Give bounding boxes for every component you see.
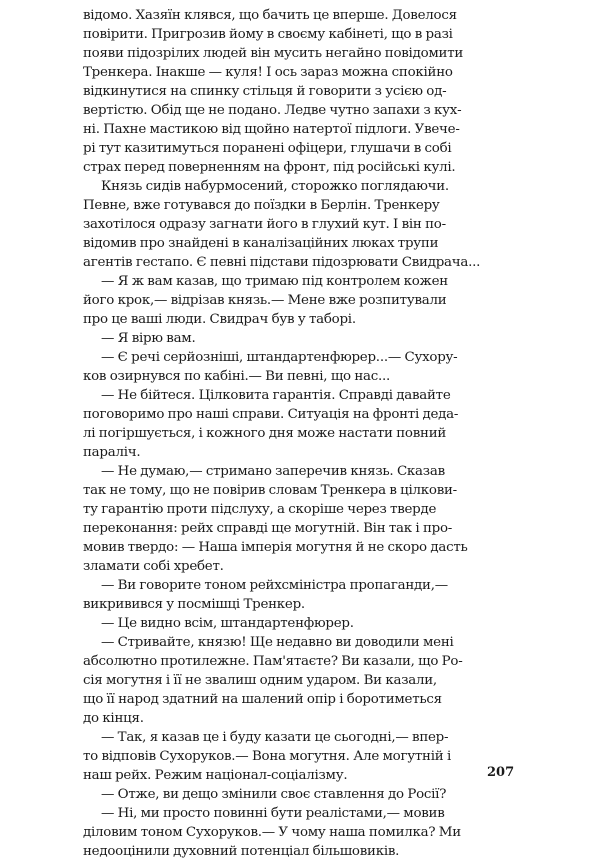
text-line-22: поговоримо про наші справи. Ситуація на фронті деда- bbox=[83, 407, 459, 422]
text-line-30: зламати собі хребет. bbox=[83, 559, 224, 574]
text-line-39: — Так, я казав це і буду казати це сьогодні,— впер- bbox=[101, 730, 449, 745]
text-line-24: параліч. bbox=[83, 445, 141, 460]
text-line-20: ков озирнувся по кабіні.— Ви певні, що нас... bbox=[83, 369, 391, 384]
text-line-35: абсолютно протилежне. Пам'ятаєте? Ви казали, що Ро- bbox=[83, 654, 463, 669]
text-line-43: — Ні, ми просто повинні бути реалістами,— мовив bbox=[101, 806, 445, 821]
text-line-12: захотілося одразу загнати його в глухий кут. І він по- bbox=[83, 217, 446, 232]
text-line-3: появи підозрілих людей він мусить негайно повідомити bbox=[83, 46, 464, 61]
text-line-18: — Я вірю вам. bbox=[101, 331, 196, 346]
text-line-37: що її народ здатний на шалений опір і боротиметься bbox=[83, 692, 442, 707]
text-line-9: страх перед поверненням на фронт, під російські кулі. bbox=[83, 160, 456, 175]
text-line-10: Князь сидів набурмосений, сторожко поглядаючи. bbox=[101, 179, 449, 194]
text-line-26: так не тому, що не повірив словам Тренкера в цілкови- bbox=[83, 483, 457, 498]
text-line-40: то відповів Сухоруков.— Вона могутня. Але могутній і bbox=[83, 749, 451, 764]
book-page-text bbox=[83, 6, 513, 861]
text-line-4: Тренкера. Інакше — куля! І ось зараз можна спокійно bbox=[83, 65, 453, 80]
text-line-15: — Я ж вам казав, що тримаю під контролем кожен bbox=[101, 274, 448, 289]
text-line-28: переконання: рейх справді ще могутній. Він так і про- bbox=[83, 521, 453, 536]
text-line-32: викривився у посмішці Тренкер. bbox=[83, 597, 305, 612]
text-line-11: Певне, вже готувався до поїздки в Берлін. Тренкеру bbox=[83, 198, 440, 213]
text-line-2: повірити. Пригрозив йому в своєму кабінеті, що в разі bbox=[83, 27, 453, 42]
text-line-36: сія могутня і її не звалиш одним ударом. Ви казали, bbox=[83, 673, 437, 688]
text-line-27: ту гарантію проти підслуху, а скоріше через тверде bbox=[83, 502, 437, 517]
text-line-33: — Це видно всім, штандартенфюрер. bbox=[101, 616, 354, 631]
text-line-42: — Отже, ви дещо змінили своє ставлення до Росії? bbox=[101, 787, 447, 802]
text-line-38: до кінця. bbox=[83, 711, 144, 726]
text-line-41: наш рейх. Режим націонал-соціалізму. bbox=[83, 768, 348, 783]
text-line-8: рі тут казитимуться поранені офіцери, глушачи в собі bbox=[83, 141, 452, 156]
text-line-1: відомо. Хазяїн клявся, що бачить це вперше. Довелося bbox=[83, 8, 457, 23]
text-line-13: відомив про знайдені в каналізаційних люках трупи bbox=[83, 236, 439, 251]
text-line-29: мовив твердо: — Наша імперія могутня й не скоро дасть bbox=[83, 540, 468, 555]
text-line-45: недооцінили духовний потенціал більшовиків. bbox=[83, 844, 400, 859]
text-line-7: ні. Пахне мастикою від щойно натертої підлоги. Увече- bbox=[83, 122, 460, 137]
text-line-16: його крок,— відрізав князь.— Мене вже розпитували bbox=[83, 293, 447, 308]
text-line-17: про це ваші люди. Свидрач був у таборі. bbox=[83, 312, 356, 327]
text-line-21: — Не бійтеся. Цілковита гарантія. Справді давайте bbox=[101, 388, 451, 403]
text-line-34: — Стривайте, князю! Ще недавно ви доводили мені bbox=[101, 635, 454, 650]
text-line-31: — Ви говорите тоном рейхсміністра пропаганди,— bbox=[101, 578, 448, 593]
text-line-19: — Є речі серйозніші, штандартенфюрер...— Сухору- bbox=[101, 350, 458, 365]
text-line-14: агентів гестапо. Є певні підстави підозрювати Свидрача... bbox=[83, 255, 481, 270]
text-line-44: діловим тоном Сухоруков.— У чому наша помилка? Ми bbox=[83, 825, 461, 840]
page-number: 207 bbox=[487, 765, 515, 780]
text-line-5: відкинутися на спинку стільця й говорити з усією од- bbox=[83, 84, 447, 99]
text-line-25: — Не думаю,— стримано заперечив князь. Сказав bbox=[101, 464, 445, 479]
text-line-6: вертістю. Обід ще не подано. Ледве чутно запахи з кух- bbox=[83, 103, 462, 118]
text-line-23: лі погіршується, і кожного дня може настати повний bbox=[83, 426, 447, 441]
